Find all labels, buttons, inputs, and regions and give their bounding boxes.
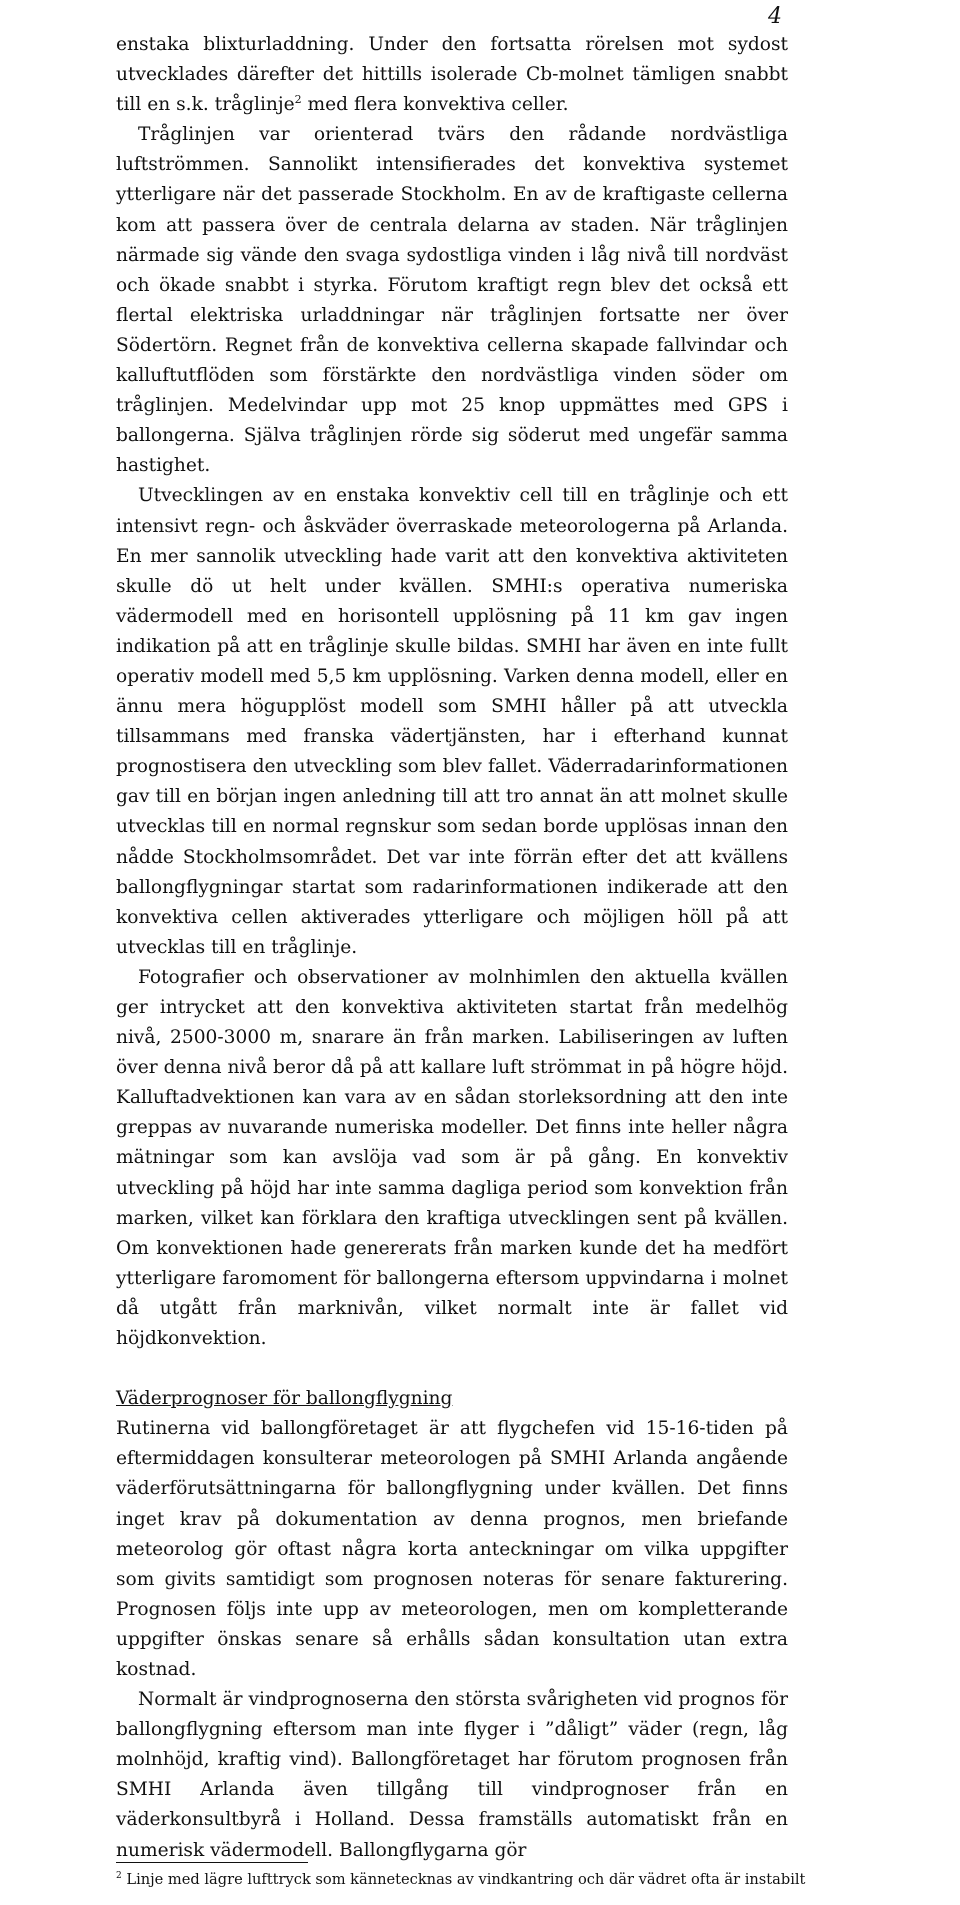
- paragraph: Fotografier och observationer av molnhimlen den aktuella kvällen ger intrycket att den konvektiva aktiviteten startat från medelhög nivå, 2500-3000 m, snarare än från marken. Labiliseringen av luften över denna nivå beror då på att kallare luft strömmat in på högre höjd. Kalluftadvektionen kan vara av en sådan storleksordning att den inte greppas av nuvarande numeriska modeller. Det finns inte heller några mätningar som kan avslöja vad som är på gång. En konvektiv utveckling på höjd har inte samma dagliga period som konvektion från marken, vilket kan förklara den kraftiga utvecklingen sent på kvällen. Om konvektionen hade genererats från marken kunde det ha medfört ytterligare faromoment för ballongerna eftersom uppvindarna i molnet då utgått från marknivån, vilket normalt inte är fallet vid höjdkonvektion.: [116, 966, 788, 1350]
- paragraph: Rutinerna vid ballongföretaget är att flygchefen vid 15-16-tiden på eftermiddagen konsulterar meteorologen på SMHI Arlanda angående väderförutsättningarna för ballongflygning under kvällen. Det finns inget krav på dokumentation av denna prognos, men briefande meteorolog gör oftast några korta anteckningar om vilka uppgifter som givits samtidigt som prognosen noteras för senare fakturering. Prognosen följs inte upp av meteorologen, men om kompletterande uppgifter önskas senare så erhålls sådan konsultation utan extra kostnad.: [116, 1418, 788, 1680]
- footnote-reference: 2: [294, 93, 302, 106]
- paragraph-text: med flera konvektiva celler.: [301, 94, 569, 116]
- paragraph: Normalt är vindprognoserna den största svårigheten vid prognos för ballongflygning eftersom man inte flyger i ”dåligt” väder (regn, låg molnhöjd, kraftig vind). Ballongföretaget har förutom prognosen från SMHI Arlanda även tillgång till vindprognoser från en väderkonsultbyrå i Holland. Dessa framställs automatiskt från en numerisk vädermodell. Ballongflygarna gör: [116, 1689, 788, 1861]
- section-heading: Väderprognoser för ballongflygning: [116, 1388, 453, 1410]
- paragraph: Tråglinjen var orienterad tvärs den rådande nordvästliga luftströmmen. Sannolikt intensifierades det konvektiva systemet ytterligare när det passerade Stockholm. En av de kraftigaste cellerna kom att passera över de centrala delarna av staden. När tråglinjen närmade sig vände den svaga sydostliga vinden i låg nivå till nordväst och ökade snabbt i styrka. Förutom kraftigt regn blev det också ett flertal elektriska urladdningar när tråglinjen fortsatte ner över Södertörn. Regnet från de konvektiva cellerna skapade fallvindar och kalluftutflöden som förstärkte den nordvästliga vinden söder om tråglinjen. Medelvindar upp mot 25 knop uppmättes med GPS i ballongerna. Själva tråglinjen rörde sig söderut med ungefär samma hastighet.: [116, 124, 788, 477]
- footnote: [116, 1870, 806, 1890]
- paragraph-text: enstaka blixturladdning. Under den fortsatta rörelsen mot sydost utvecklades därefter det hittills isolerade Cb-molnet tämligen snabbt till en s.k. tråglinje: [116, 34, 788, 116]
- footnote-text: Linje med lägre lufttryck som kännetecknas av vindkantring och där vädret ofta är instabilt: [121, 1871, 806, 1888]
- paragraph: Utvecklingen av en enstaka konvektiv cell till en tråglinje och ett intensivt regn- och åskväder överraskade meteorologerna på Arlanda. En mer sannolik utveckling hade varit att den konvektiva aktiviteten skulle dö ut helt under kvällen. SMHI:s operativa numeriska vädermodell med en horisontell upplösning på 11 km gav ingen indikation på att en tråglinje skulle bildas. SMHI har även en inte fullt operativ modell med 5,5 km upplösning. Varken denna modell, eller en ännu mera högupplöst modell som SMHI håller på att utveckla tillsammans med franska vädertjänsten, har i efterhand kunnat prognostisera den utveckling som blev fallet. Väderradarinformationen gav till en början ingen anledning till att tro annat än att molnet skulle utvecklas till en normal regnskur som sedan borde upplösas innan den nådde Stockholmsområdet. Det var inte förrän efter det att kvällens ballongflygningar startat som radarinformationen indikerade att den konvektiva cellen aktiverades ytterligare och möjligen höll på att utvecklas till en tråglinje.: [116, 485, 788, 958]
- footnote-marker: 2: [116, 1871, 122, 1882]
- footnote-divider: [116, 1862, 308, 1863]
- page-number: 4: [768, 4, 782, 29]
- section-gap: [116, 1354, 788, 1384]
- paragraph: [116, 30, 788, 120]
- document-body: [116, 30, 788, 1866]
